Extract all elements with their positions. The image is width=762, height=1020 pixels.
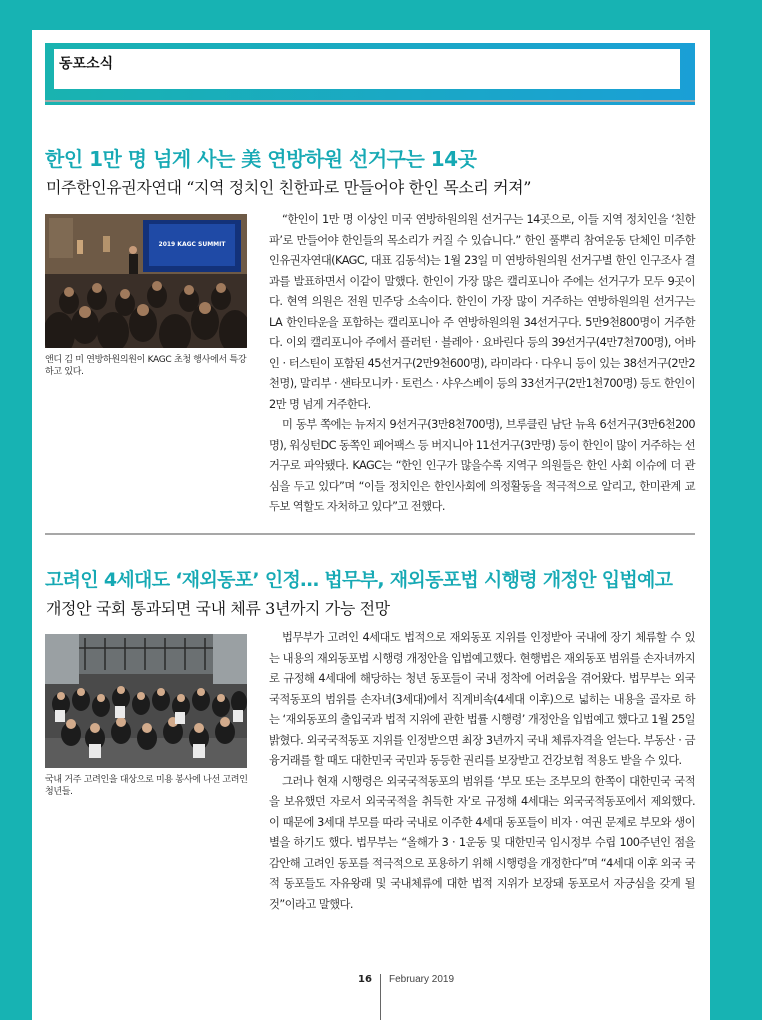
article-divider	[45, 533, 695, 535]
article1-caption: 앤디 김 미 연방하원의원이 KAGC 초청 행사에서 특강하고 있다.	[45, 355, 247, 377]
article2-paragraph: 법무부가 고려인 4세대도 법적으로 재외동포 지위를 인정받아 국내에 장기 체류할 수 있는 내용의 재외동포법 시행령 개정안을 입법예고했다. 현행법은 재외동포 범위를 손자녀까지로 규정해 4세대에 해당하는 청년 동포들이 국내 정착에 어려움을 겪어왔다. 법무부는 외국국적동포의 범위를 손자녀(3세대)에서 직계비속(4세대 이후)으로 넓히는 내용을 골자로 하는 ‘재외동포의 출입국과 법적 지위에 관한 법률 시행령’ 개정안을 입법예고 했다고 1월 25일 밝혔다. 외국국적동포 지위를 인정받으면 최장 3년까지 국내 체류자격을 얻는다. 부동산 · 금융거래를 할 때도 대한민국 국민과 동등한 권리를 보장받고 건강보험 적용도 받을 수 있다.	[269, 631, 695, 767]
article1-headline: 한인 1만 명 넘게 사는 美 연방하원 선거구는 14곳	[45, 147, 477, 171]
article2-subhead: 개정안 국회 통과되면 국내 체류 3년까지 가능 전망	[46, 599, 390, 618]
article1-paragraph: 미 동부 쪽에는 뉴저지 9선거구(3만8천700명), 브루클린 남단 뉴욕 6선거구(3만6천200명), 워싱턴DC 동쪽인 페어팩스 등 버지니아 11선거구(3만명) 등이 한인이 많이 거주하는 선거구로 파악됐다. KAGC는 “한인 인구가 많을수록 지역구 의원들은 한인 사회 이슈에 더 관심을 두고 있다”며 “이들 정치인은 한인사회에 의정활동을 적극적으로 알리고, 한미관계 교두보 역할도 자처하고 있다”고 전했다.	[269, 418, 695, 513]
article2-body	[269, 628, 695, 915]
article2-caption: 국내 거주 고려인을 대상으로 미용 봉사에 나선 고려인 청년들.	[45, 775, 248, 797]
section-header-box	[54, 49, 680, 89]
article1-body	[269, 210, 695, 518]
article2-headline: 고려인 4세대도 ‘재외동포’ 인정… 법무부, 재외동포법 시행령 개정안 입법예고	[45, 569, 673, 591]
page-number: 16	[358, 974, 372, 985]
magazine-page	[32, 30, 710, 1020]
issue-date: February 2019	[389, 974, 455, 985]
article1-photo	[45, 214, 247, 348]
footer-separator	[380, 974, 381, 1020]
section-header-frame	[45, 43, 695, 105]
header-divider	[45, 100, 695, 102]
article2-paragraph: 그러나 현재 시행령은 외국국적동포의 범위를 ‘부모 또는 조부모의 한쪽이 대한민국 국적을 보유했던 자로서 외국국적을 취득한 자’로 규정해 4세대는 외국국적동포에서 제외했다. 이 때문에 3세대 부모를 따라 국내로 이주한 4세대 동포들이 비자 · 여권 문제로 부모와 생이별을 하기도 했다. 법무부는 “올해가 3 · 1운동 및 대한민국 임시정부 수립 100주년인 점을 감안해 고려인 동포를 적극적으로 포용하기 위해 시행령을 개정한다”며 “4세대 이후 외국 국적 동포들도 자유왕래 및 국내체류에 대한 법적 지위가 보장돼 동포로서 자긍심을 갖게 될 것”이라고 말했다.	[269, 774, 695, 911]
section-label: 동포소식	[59, 56, 114, 72]
article1-subhead: 미주한인유권자연대 “지역 정치인 친한파로 만들어야 한인 목소리 커져”	[46, 178, 531, 197]
article1-paragraph: “한인이 1만 명 이상인 미국 연방하원의원 선거구는 14곳으로, 이들 지역 정치인을 ‘친한파’로 만들어야 한인들의 목소리가 커질 수 있습니다.” 한인 풀뿌리 참여운동 단체인 미주한인유권자연대(KAGC, 대표 김동석)는 1월 23일 미 연방하원의원 선거구별 한인 인구조사 결과를 발표하면서 이같이 말했다. 한인이 가장 많은 캘리포니아 주에는 선거구가 모두 9곳이다. 현역 의원은 전원 민주당 소속이다. 한인이 가장 많이 거주하는 연방하원의원 선거구는 LA 한인타운을 포함하는 캘리포니아 주 연방하원의원 34선거구다. 5만9천800명이 거주한다. 이외 캘리포니아 주에서 플러턴 · 블레아 · 요바린다 등의 39선거구(4만7천700명), 어바인 · 터스틴이 포함된 45선거구(2만9천600명), 라미라다 · 다우니 등이 있는 38선거구(2만2천명), 말리부 · 샌타모니카 · 토런스 · 샤우스베이 등의 33선거구(2만1천700명) 등도 한인이 2만 명 넘게 거주한다.	[269, 213, 695, 411]
article2-photo	[45, 634, 247, 768]
photo-banner-text: 2019 KAGC SUMMIT	[158, 241, 226, 248]
